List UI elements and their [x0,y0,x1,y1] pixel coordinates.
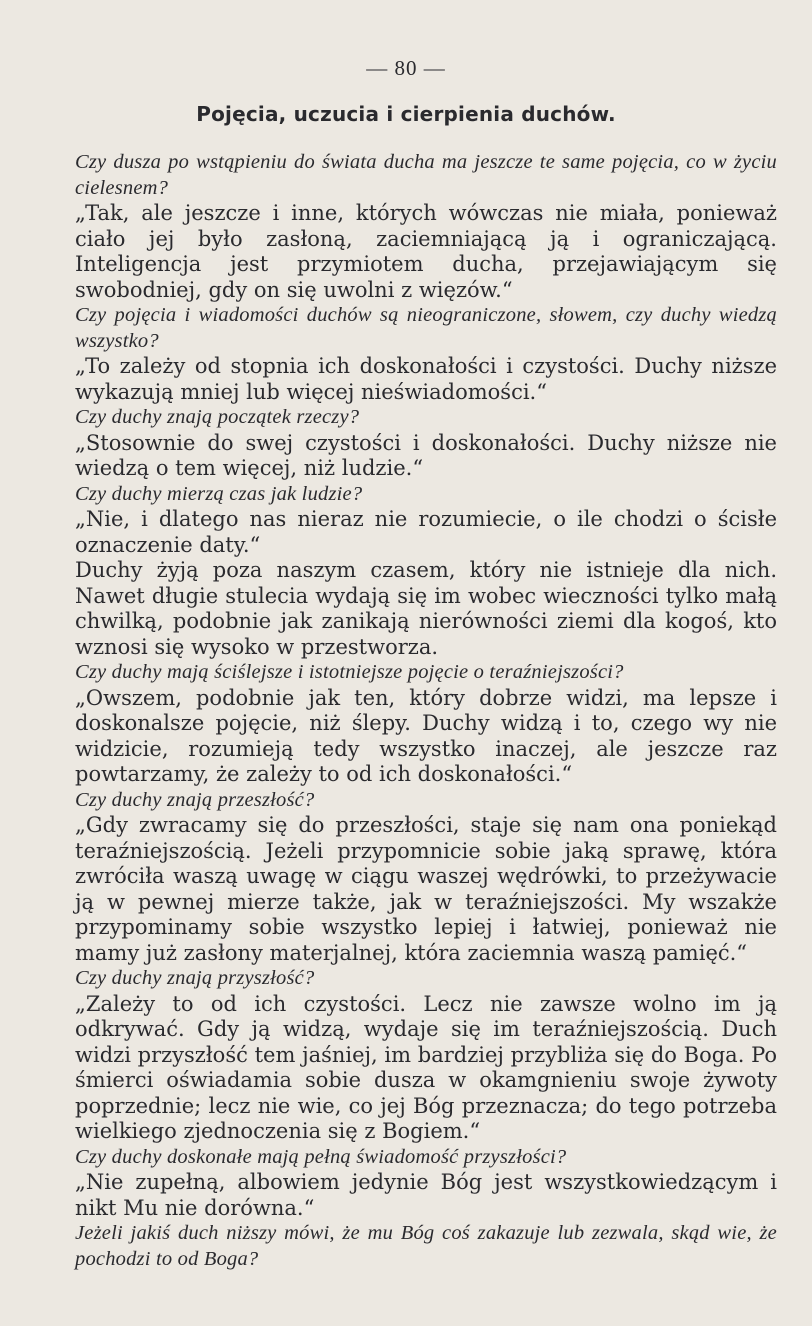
answer-paragraph: „Stosownie do swej czystości i doskonałości. Duchy niższe nie wiedzą o tem więcej, niż ludzie.“ [75,430,777,480]
question-paragraph: Jeżeli jakiś duch niższy mówi, że mu Bóg coś zakazuje lub zezwala, skąd wie, że pochodzi to od Boga? [75,1222,777,1270]
question-paragraph: Czy duchy doskonałe mają pełną świadomość przyszłości? [75,1145,567,1168]
question-paragraph: Czy duchy znają początek rzeczy? [75,406,360,428]
chapter-title: Pojęcia, uczucia i cierpienia duchów. [196,102,616,126]
page-number: — 80 — [366,56,446,80]
question-paragraph: Czy dusza po wstąpieniu do świata ducha ma jeszcze te same pojęcia, co w życiu cielesnem? [75,151,777,199]
answer-paragraph: „Gdy zwracamy się do przeszłości, staje się nam ona poniekąd teraźniejszością. Jeżeli przypomnicie sobie jaką sprawę, która zwróciła waszą uwagę w ciągu waszej wędrówki, to przeżywacie ją w pewnej mierze także, jak w teraźniejszości. My wszakże przypominamy sobie wszystko lepiej i łatwiej, ponieważ nie mamy już zasłony materjalnej, która zaciemnia waszą pamięć.“ [75,813,777,965]
question-paragraph: Czy duchy mają ściślejsze i istotniejsze pojęcie o teraźniejszości? [75,661,624,683]
answer-paragraph: „To zależy od stopnia ich doskonałości i czystości. Duchy niższe wykazują mniej lub więcej nieświadomości.“ [75,354,777,404]
commentary-paragraph: Duchy żyją poza naszym czasem, który nie istnieje dla nich. Nawet długie stulecia wydają się im wobec wieczności tylko małą chwilką, podobnie jak zanikają nierówności ziemi dla kogoś, kto wznosi się wysoko w przestworza. [75,558,777,659]
answer-paragraph: „Zależy to od ich czystości. Lecz nie zawsze wolno im ją odkrywać. Gdy ją widzą, wydaje się im teraźniejszością. Duch widzi przyszłość tem jaśniej, im bardziej przybliża się do Boga. Po śmierci oświadamia sobie dusza w okamgnieniu swoje żywoty poprzednie; lecz nie wie, co jej Bóg przeznacza; do tego potrzeba wielkiego zjednoczenia się z Bogiem.“ [75,991,777,1143]
question-paragraph: Czy duchy znają przeszłość? [75,788,315,811]
answer-paragraph: „Nie, i dlatego nas nieraz nie rozumiecie, o ile chodzi o ścisłe oznaczenie daty.“ [75,507,777,557]
question-paragraph: Czy pojęcia i wiadomości duchów są nieograniczone, słowem, czy duchy wiedzą wszystko? [75,304,777,352]
answer-paragraph: „Owszem, podobnie jak ten, który dobrze widzi, ma lepsze i doskonalsze pojęcie, niż ślepy. Duchy widzą i to, czego wy nie widzicie, rozumieją tedy wszystko inaczej, ale jeszcze raz powtarzamy, że zależy to od ich doskonałości.“ [75,685,777,786]
question-paragraph: Czy duchy znają przyszłość? [75,967,315,989]
page-body [75,150,777,1272]
question-paragraph: Czy duchy mierzą czas jak ludzie? [75,482,363,505]
answer-paragraph: „Tak, ale jeszcze i inne, których wówczas nie miała, ponieważ ciało jej było zasłoną, zaciemniającą ją i ograniczającą. Inteligencja jest przymiotem ducha, przejawiającym się swobodniej, gdy on się uwolni z więzów.“ [75,201,777,302]
answer-paragraph: „Nie zupełną, albowiem jedynie Bóg jest wszystkowiedzącym i nikt Mu nie dorówna.“ [75,1170,777,1220]
